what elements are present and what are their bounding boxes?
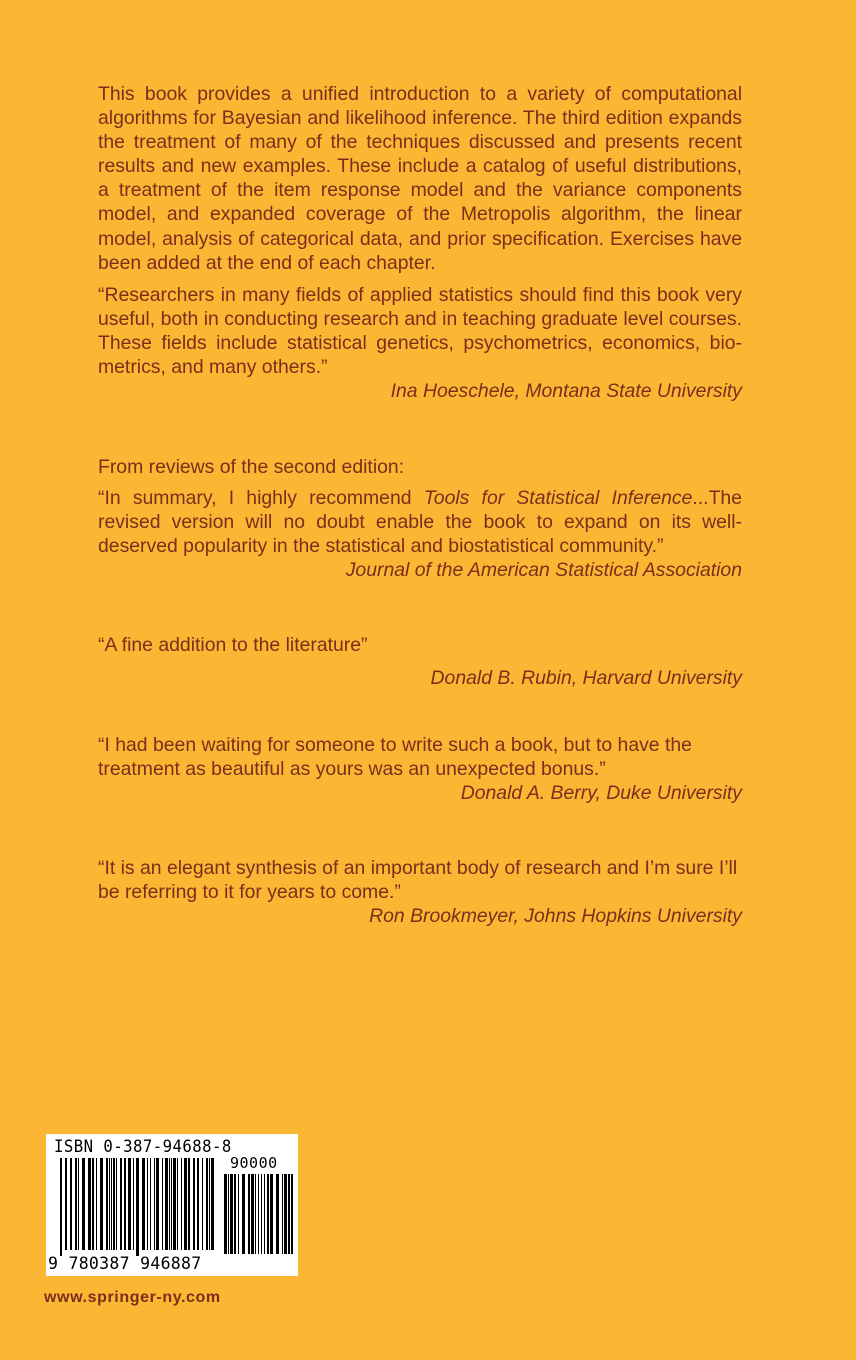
barcode-bar [284, 1174, 287, 1254]
barcode-bar [150, 1158, 151, 1250]
barcode-bar [230, 1174, 233, 1254]
barcode-bar [181, 1158, 182, 1250]
review-4-quote: “I had been waiting for someone to write such a book, but to have the treatment as beautiful as yours was an unexpected bonus.” [98, 734, 692, 781]
description-block [98, 82, 742, 275]
barcode-bar [109, 1158, 110, 1250]
review-5 [98, 856, 742, 928]
barcode-bar [173, 1158, 176, 1250]
ean-digits: 9 780387 946887 [48, 1254, 202, 1273]
barcode-bar [184, 1158, 187, 1250]
barcode-bar [78, 1158, 79, 1250]
barcode-bar [202, 1158, 203, 1250]
barcode-bar [120, 1158, 122, 1250]
barcode-bar [133, 1158, 134, 1250]
review-1 [98, 283, 742, 403]
barcode-bar [128, 1158, 131, 1250]
book-title: Tools for Statistical Inference [423, 487, 693, 510]
review-2-quote-rest: ...The revised version will no doubt enable the book to expand on its well-deserved popularity in the statistical and biostatistical community.” [98, 487, 742, 558]
barcode-bar [251, 1174, 254, 1254]
barcode-bar [162, 1158, 163, 1250]
barcode-bar [169, 1158, 170, 1250]
barcode-bar [142, 1158, 145, 1250]
barcode-bar [258, 1174, 259, 1254]
barcode-bar [234, 1174, 236, 1254]
barcode-bar [106, 1158, 108, 1250]
review-5-attribution: Ron Brookmeyer, Johns Hopkins University [369, 905, 742, 928]
barcode-bar [276, 1174, 279, 1254]
isbn-barcode [46, 1134, 298, 1276]
barcode-bar [270, 1174, 273, 1254]
barcode-bar [136, 1158, 139, 1256]
price-code: 90000 [230, 1154, 278, 1172]
barcode-bar [124, 1158, 126, 1250]
barcode-bar [65, 1158, 67, 1250]
isbn-number: ISBN 0-387-94688-8 [54, 1137, 232, 1157]
barcode-bar [282, 1174, 283, 1254]
barcode-bar [242, 1174, 245, 1254]
review-3-attribution: Donald B. Rubin, Harvard University [430, 667, 742, 690]
barcode-bar [264, 1174, 265, 1254]
barcode-bar [75, 1158, 77, 1250]
barcode-bar [255, 1174, 256, 1254]
barcode-bar [165, 1158, 168, 1250]
barcode-bar [209, 1158, 210, 1250]
barcode-bar [267, 1174, 269, 1254]
barcode-bar [147, 1158, 148, 1250]
barcode-bar [156, 1158, 159, 1250]
barcode-bar [171, 1158, 172, 1250]
description-paragraph: This book provides a unified introduction to a variety of computational algorithms for Bayesian and likelihood inference. The third edition expands the treatment of many of the techniques discussed and presents recent results and new examples. These include a catalog of useful distributions, a treatment of the item response model and the variance components model, and expanded coverage of the Metropolis algorithm, the linear model, analysis of categorical data, and prior specification. Exercises have been added at the end of each chapter. [98, 83, 742, 274]
review-1-quote: “Researchers in many fields of applied statistics should find this book very useful, both in conducting research and in teaching graduate level courses. These fields include statistical genetics, psychometrics, economics, bio-metrics, and many others.” [98, 284, 742, 379]
review-4 [98, 733, 742, 805]
review-3-quote: “A fine addition to the literature” [98, 634, 368, 656]
second-edition-heading: From reviews of the second edition: [98, 456, 405, 478]
barcode-bar [88, 1158, 91, 1250]
barcode-bar [206, 1158, 208, 1250]
publisher-url: www.springer-ny.com [44, 1289, 221, 1306]
barcode-bar [193, 1158, 195, 1250]
review-3 [98, 633, 742, 690]
barcode-bar [92, 1158, 94, 1250]
review-5-quote: “It is an elegant synthesis of an important body of research and I’m sure I’ll be referring to it for years to come.” [98, 857, 738, 904]
barcode-bar [60, 1158, 62, 1256]
review-4-attribution: Donald A. Berry, Duke University [460, 782, 742, 805]
barcode-bar [82, 1158, 85, 1250]
barcode-bar [116, 1158, 117, 1250]
barcode-bar [197, 1158, 199, 1250]
barcode-bar [111, 1158, 112, 1250]
barcode-bar [177, 1158, 178, 1250]
barcode-bar [188, 1158, 190, 1250]
barcode-bar [113, 1158, 115, 1250]
barcode-bar [248, 1174, 250, 1254]
barcode-bar [70, 1158, 72, 1250]
barcode-bar [291, 1174, 293, 1254]
review-2-quote [98, 486, 742, 558]
second-edition-reviews [98, 455, 742, 582]
barcode-bar [154, 1158, 155, 1250]
barcode-bar [238, 1174, 239, 1254]
barcode-bar [228, 1174, 229, 1254]
barcode-bar [288, 1174, 290, 1254]
barcode-bar [261, 1174, 262, 1254]
review-1-attribution: Ina Hoeschele, Montana State University [390, 380, 742, 403]
barcode-bar [224, 1174, 227, 1254]
review-2-quote-open: “In summary, I highly recommend [98, 487, 424, 510]
barcode-bar [96, 1158, 97, 1250]
review-2-attribution: Journal of the American Statistical Association [345, 559, 742, 582]
barcode-bar [211, 1158, 214, 1250]
barcode-bar [100, 1158, 103, 1250]
